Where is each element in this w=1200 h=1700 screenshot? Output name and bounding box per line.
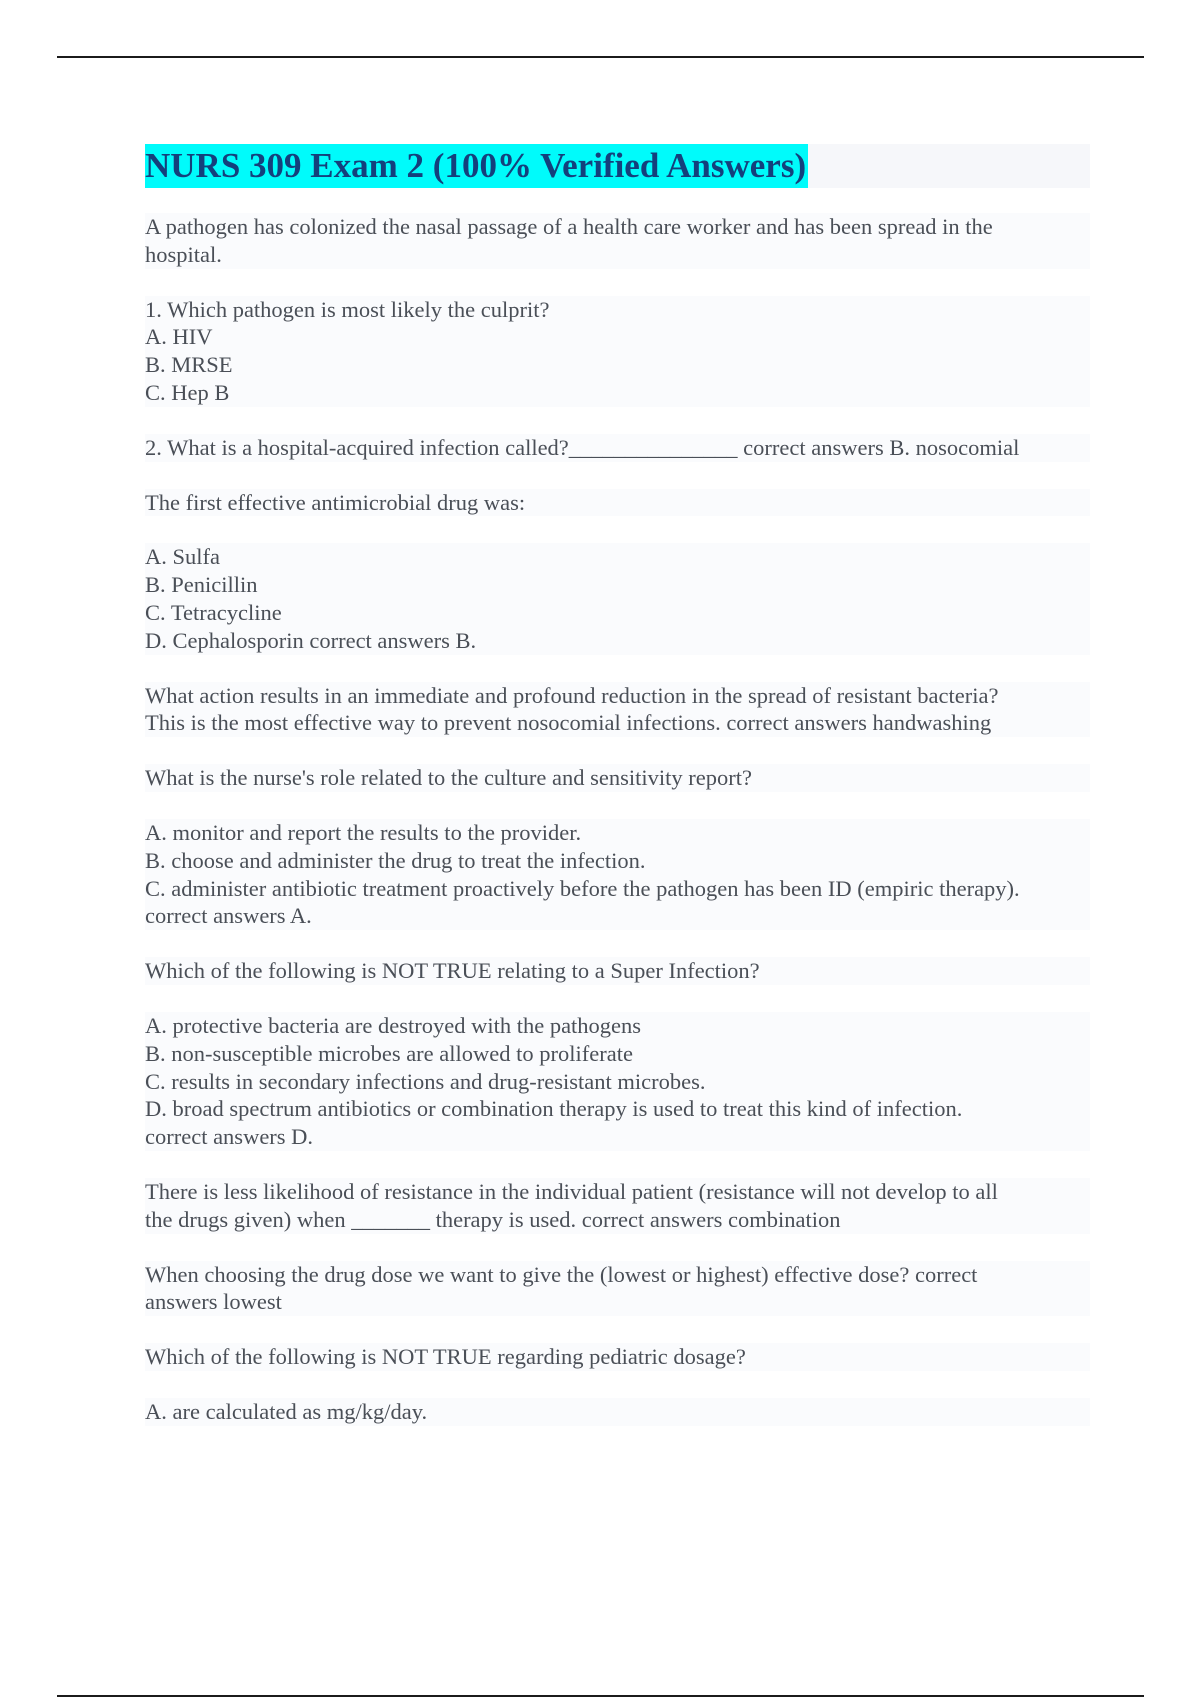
paragraph-block bbox=[145, 1343, 1090, 1371]
text-line: correct answers A. bbox=[145, 902, 1090, 930]
document-page bbox=[145, 144, 1090, 1453]
text-line: the drugs given) when _______ therapy is used. correct answers combination bbox=[145, 1206, 1090, 1234]
text-line: B. non-susceptible microbes are allowed to proliferate bbox=[145, 1040, 1090, 1068]
paragraph-block bbox=[145, 1012, 1090, 1151]
paragraph-block bbox=[145, 682, 1090, 738]
text-line: A pathogen has colonized the nasal passage of a health care worker and has been spread in the bbox=[145, 213, 1090, 241]
paragraph-block bbox=[145, 764, 1090, 792]
title-row bbox=[145, 144, 1090, 188]
paragraph-block bbox=[145, 1398, 1090, 1426]
text-line: What is the nurse's role related to the culture and sensitivity report? bbox=[145, 764, 1090, 792]
paragraph-block bbox=[145, 213, 1090, 269]
paragraph-block bbox=[145, 1261, 1090, 1317]
text-line: What action results in an immediate and profound reduction in the spread of resistant bacteria? bbox=[145, 682, 1090, 710]
text-line: C. Hep B bbox=[145, 379, 1090, 407]
paragraph-block bbox=[145, 489, 1090, 517]
text-line: A. HIV bbox=[145, 323, 1090, 351]
text-line: C. administer antibiotic treatment proactively before the pathogen has been ID (empiric therapy). bbox=[145, 875, 1090, 903]
paragraph-block bbox=[145, 434, 1090, 462]
footer-rule bbox=[57, 1695, 1144, 1697]
text-line: There is less likelihood of resistance in the individual patient (resistance will not develop to all bbox=[145, 1178, 1090, 1206]
text-line: D. broad spectrum antibiotics or combination therapy is used to treat this kind of infection. bbox=[145, 1095, 1090, 1123]
text-line: The first effective antimicrobial drug was: bbox=[145, 489, 1090, 517]
text-line: B. choose and administer the drug to treat the infection. bbox=[145, 847, 1090, 875]
text-line: A. are calculated as mg/kg/day. bbox=[145, 1398, 1090, 1426]
document-body bbox=[145, 213, 1090, 1426]
header-rule bbox=[57, 56, 1144, 58]
text-line: A. monitor and report the results to the provider. bbox=[145, 819, 1090, 847]
paragraph-block bbox=[145, 543, 1090, 654]
text-line: answers lowest bbox=[145, 1288, 1090, 1316]
text-line: D. Cephalosporin correct answers B. bbox=[145, 627, 1090, 655]
text-line: Which of the following is NOT TRUE regarding pediatric dosage? bbox=[145, 1343, 1090, 1371]
paragraph-block bbox=[145, 957, 1090, 985]
paragraph-block bbox=[145, 819, 1090, 930]
document-title: NURS 309 Exam 2 (100% Verified Answers) bbox=[145, 144, 808, 188]
text-line: Which of the following is NOT TRUE relating to a Super Infection? bbox=[145, 957, 1090, 985]
text-line: C. Tetracycline bbox=[145, 599, 1090, 627]
text-line: This is the most effective way to prevent nosocomial infections. correct answers handwashing bbox=[145, 709, 1090, 737]
text-line: 1. Which pathogen is most likely the culprit? bbox=[145, 296, 1090, 324]
text-line: When choosing the drug dose we want to give the (lowest or highest) effective dose? correct bbox=[145, 1261, 1090, 1289]
text-line: A. Sulfa bbox=[145, 543, 1090, 571]
text-line: B. Penicillin bbox=[145, 571, 1090, 599]
text-line: hospital. bbox=[145, 241, 1090, 269]
paragraph-block bbox=[145, 296, 1090, 407]
text-line: A. protective bacteria are destroyed with the pathogens bbox=[145, 1012, 1090, 1040]
text-line: B. MRSE bbox=[145, 351, 1090, 379]
text-line: C. results in secondary infections and drug-resistant microbes. bbox=[145, 1068, 1090, 1096]
text-line: 2. What is a hospital-acquired infection called?_______________ correct answers B. nosocomial bbox=[145, 434, 1090, 462]
paragraph-block bbox=[145, 1178, 1090, 1234]
text-line: correct answers D. bbox=[145, 1123, 1090, 1151]
